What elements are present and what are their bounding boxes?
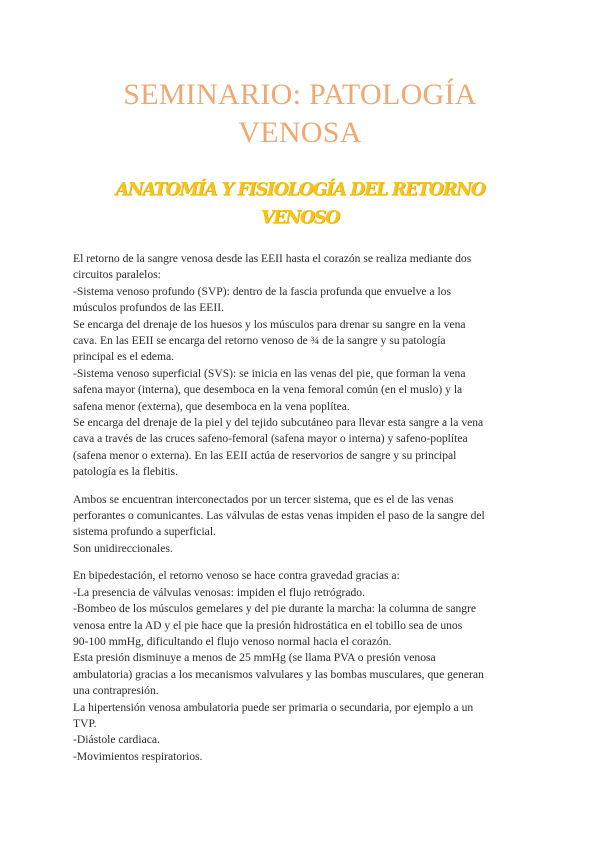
text-line: músculos profundos de las EEII.	[73, 301, 225, 315]
text-line: (safena menor o externa). En las EEII actúa de reservorios de sangre y su principal	[73, 448, 457, 462]
text-line: venosa entre la AD y el pie hace que la presión hidrostática en el tobillo sea de unos	[73, 618, 463, 632]
text-line: Se encarga del drenaje de los huesos y los músculos para drenar su sangre en la vena	[73, 317, 466, 331]
paragraph	[73, 251, 533, 480]
text-line: -Sistema venoso profundo (SVP): dentro de la fascia profunda que envuelve a los	[73, 284, 451, 298]
page-title	[0, 76, 600, 152]
section-heading-line-1: ANATOMÍA Y FISIOLOGÍA DEL RETORNO	[115, 180, 485, 200]
section-heading-line-2: VENOSO	[260, 208, 340, 228]
text-line: safena menor (externa), que desemboca en la vena poplítea.	[73, 399, 350, 413]
text-line: perforantes o comunicantes. Las válvulas de estas venas impiden el paso de la sangre del	[73, 509, 485, 523]
text-line: patología es la flebitis.	[73, 465, 178, 479]
text-line: -Bombeo de los músculos gemelares y del pie durante la marcha: la columna de sangre	[73, 602, 477, 616]
text-line: principal es el edema.	[73, 350, 175, 364]
page-title-line-2: VENOSA	[238, 116, 362, 149]
text-line: sistema profundo a superficial.	[73, 525, 216, 539]
text-line: -La presencia de válvulas venosas: impiden el flujo retrógrado.	[73, 585, 365, 599]
paragraph-gap	[73, 480, 533, 491]
text-line: ambulatoria) gracias a los mecanismos valvulares y las bombas musculares, que generan	[73, 667, 484, 681]
text-line: safena mayor (interna), que desemboca en la vena femoral común (en el muslo) y la	[73, 383, 463, 397]
section-heading	[0, 176, 600, 232]
text-line: El retorno de la sangre venosa desde las EEII hasta el corazón se realiza mediante dos	[73, 252, 472, 265]
text-line: -Diástole cardiaca.	[73, 733, 160, 747]
text-line: Esta presión disminuye a menos de 25 mmHg (se llama PVA o presión venosa	[73, 651, 436, 665]
text-line: cava. En las EEII se encarga del retorno venoso de ¾ de la sangre y su patología	[73, 333, 446, 347]
text-line: La hipertensión venosa ambulatoria puede ser primaria o secundaria, por ejemplo a un	[73, 700, 474, 714]
text-line: TVP.	[73, 716, 97, 730]
text-line: 90-100 mmHg, dificultando el flujo venoso normal hacia el corazón.	[73, 634, 392, 648]
text-line: En bipedestación, el retorno venoso se hace contra gravedad gracias a:	[73, 569, 400, 583]
text-line: -Sistema venoso superficial (SVS): se inicia en las venas del pie, que forman la vena	[73, 366, 466, 380]
page-title-line-1: SEMINARIO: PATOLOGÍA	[123, 78, 477, 111]
text-line: -Movimientos respiratorios.	[73, 749, 203, 763]
text-line: Ambos se encuentran interconectados por un tercer sistema, que es el de las venas	[73, 492, 454, 506]
paragraph	[73, 492, 533, 558]
body-text	[73, 251, 533, 765]
text-line: circuitos paralelos:	[73, 268, 161, 282]
text-line: Son unidireccionales.	[73, 541, 173, 555]
text-line: cava a través de las cruces safeno-femoral (safena mayor o interna) y safeno-poplítea	[73, 432, 468, 446]
text-line: Se encarga del drenaje de la piel y del tejido subcutáneo para llevar esta sangre a la vena	[73, 415, 484, 429]
paragraph-gap	[73, 557, 533, 568]
paragraph	[73, 568, 533, 765]
text-line: una contrapresión.	[73, 684, 159, 698]
